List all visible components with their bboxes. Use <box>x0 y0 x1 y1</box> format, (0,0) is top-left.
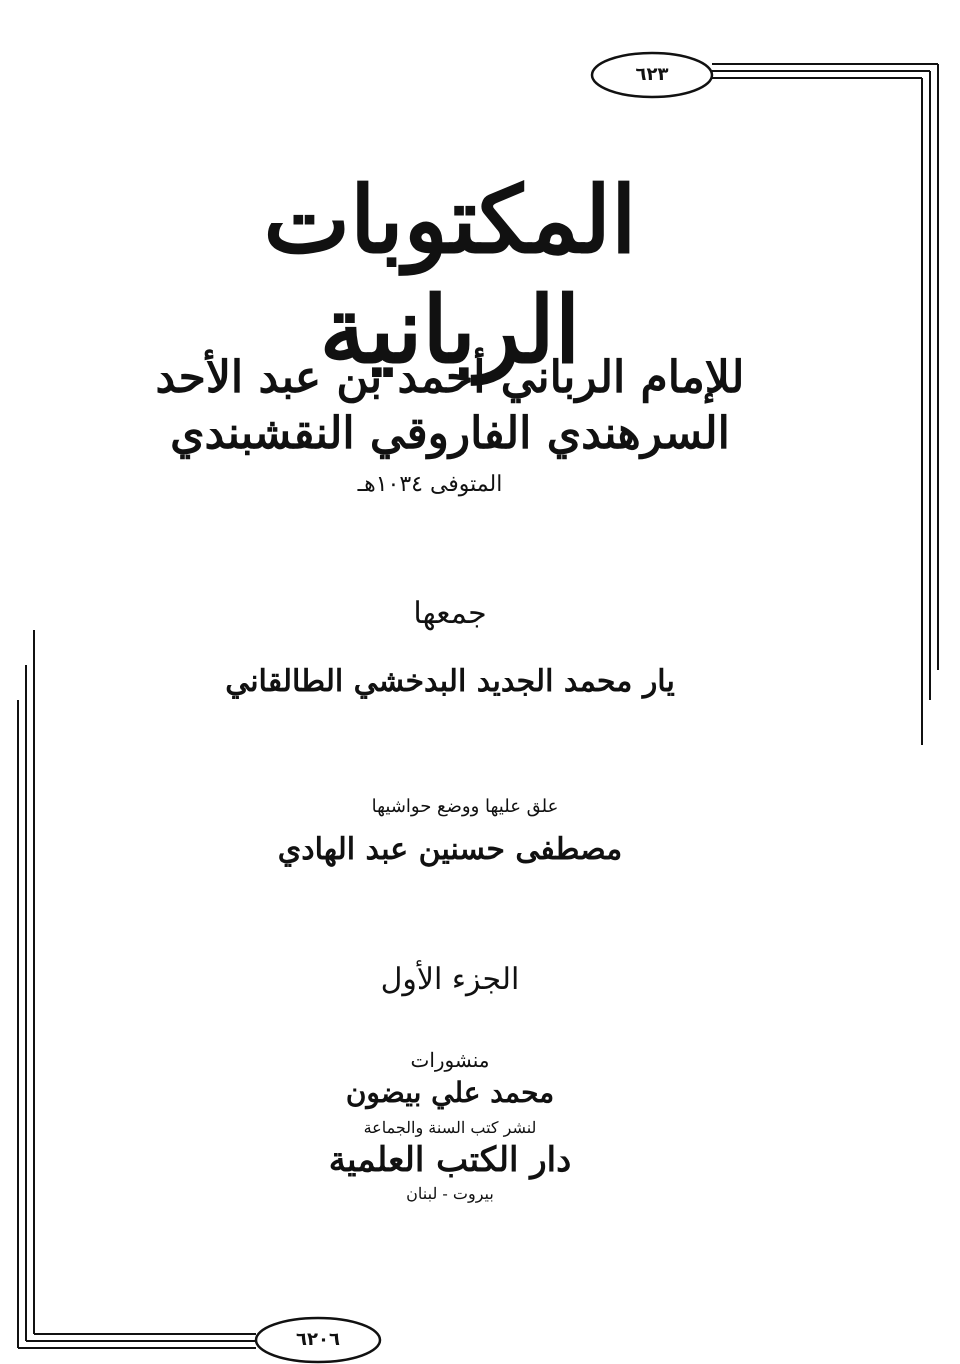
compiler-name: يار محمد الجديد البدخشي الطالقاني <box>225 664 675 699</box>
publisher-house: دار الكتب العلمية <box>328 1140 572 1180</box>
bottom-page-number: ٦٢٠٦ <box>296 1329 340 1350</box>
compiler-label: جمعها <box>413 596 487 631</box>
publisher-location: بيروت - لبنان <box>406 1184 494 1203</box>
death-note: المتوفى ١٠٣٤هـ <box>357 472 503 497</box>
publisher-label: منشورات <box>410 1048 490 1072</box>
top-page-number: ٦٢٣ <box>635 64 669 85</box>
volume-label: الجزء الأول <box>380 962 520 997</box>
editor-name: مصطفى حسنين عبد الهادي <box>277 832 623 867</box>
publisher-name: محمد علي بيضون <box>345 1076 555 1109</box>
publisher-tagline: لنشر كتب السنة والجماعة <box>363 1118 537 1137</box>
book-title: المكتوبات الربانية <box>263 166 637 385</box>
author-line-2: السرهندي الفاروقي النقشبندي <box>170 408 730 459</box>
editor-label: علق عليها ووضع حواشيها <box>371 796 559 817</box>
author-line-1: للإمام الرباني أحمد بن عبد الأحد <box>155 352 745 403</box>
